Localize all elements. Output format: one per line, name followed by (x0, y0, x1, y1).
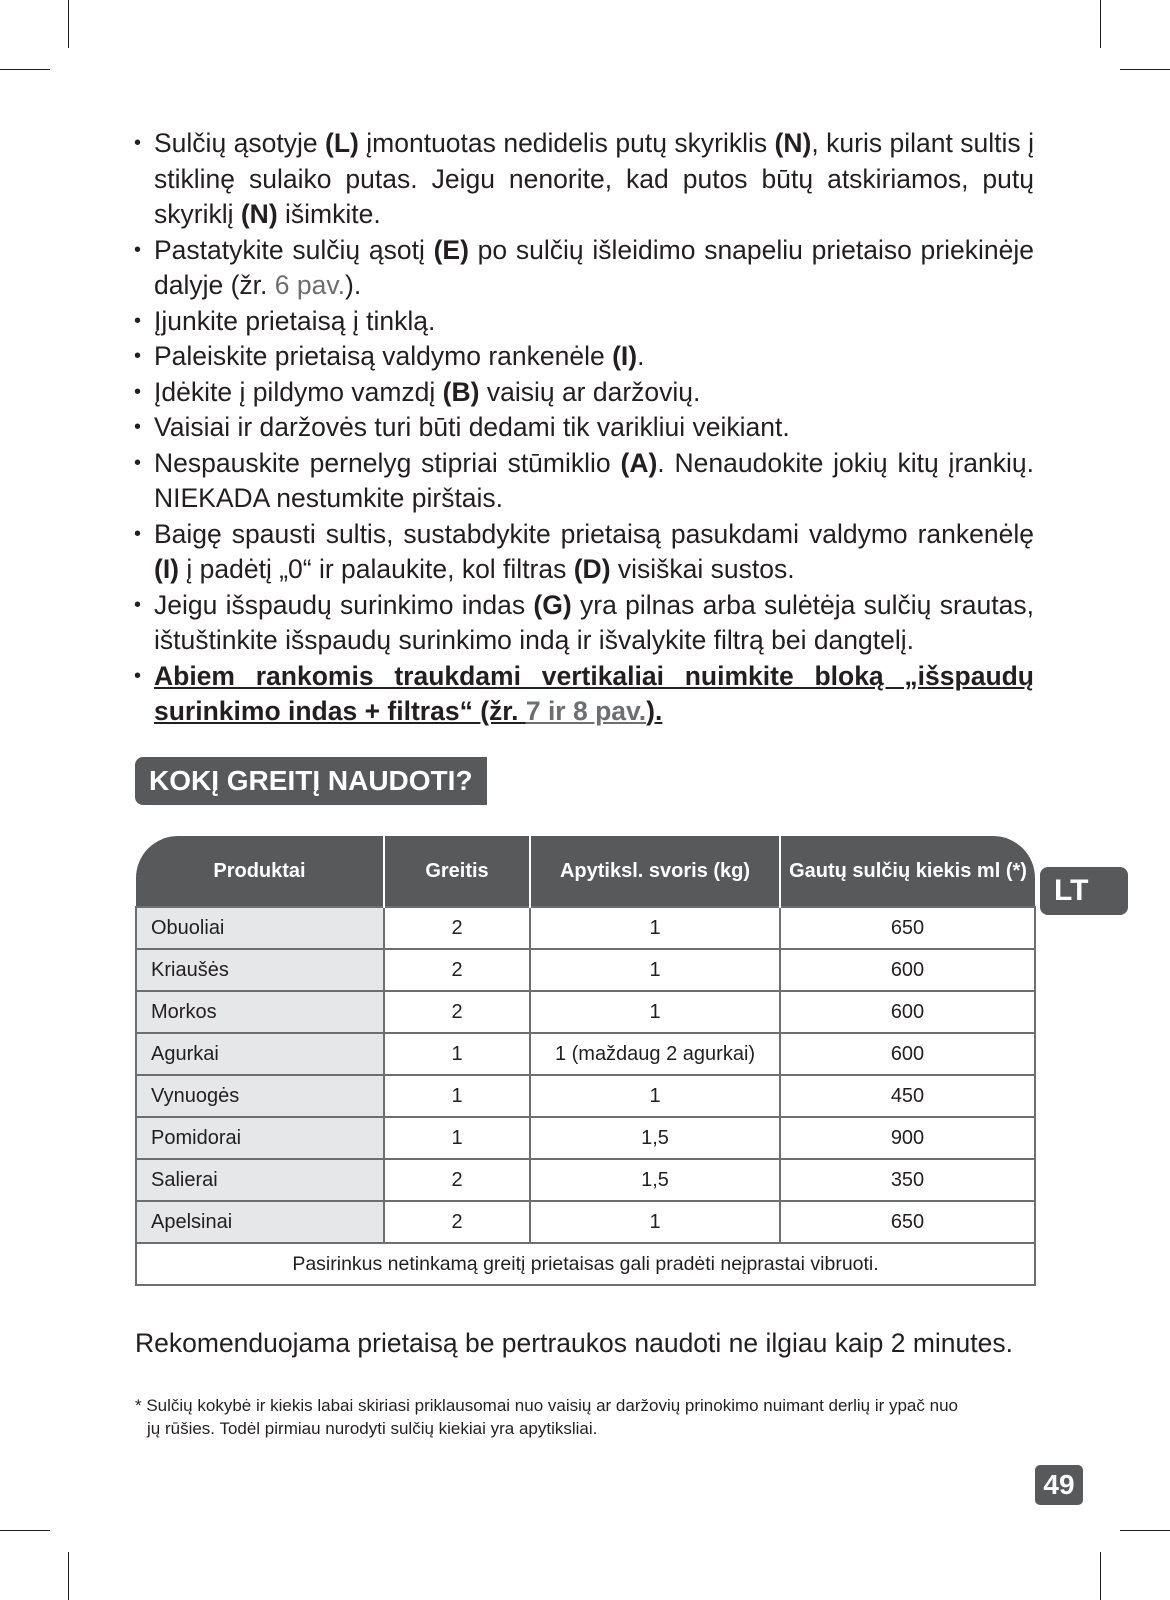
text-run: Vaisiai ir daržovės turi būti dedami tik varikliui veikiant. (154, 412, 790, 442)
table-cell: 600 (780, 991, 1035, 1033)
table-cell: 2 (384, 907, 530, 949)
table-row (136, 949, 1035, 991)
text-run: (A) (620, 447, 658, 478)
crop-mark (0, 1530, 50, 1531)
text-run: . Nenaudokite jokių kitų įrankių. NIEKADA nestumkite pirštais. (154, 447, 1034, 513)
text-run: (E) (433, 234, 469, 265)
table-row (136, 991, 1035, 1033)
text-run: Pastatykite sulčių ąsotį (154, 234, 434, 265)
table-cell: 650 (780, 1201, 1035, 1243)
table-cell: 900 (780, 1117, 1035, 1159)
table-cell: Apelsinai (136, 1201, 384, 1243)
text-run: Abiem rankomis traukdami vertikaliai nuimkite bloką „išspaudų surinkimo indas + filtras“ (žr. (154, 660, 1034, 726)
text-run: visiškai sustos. (610, 554, 795, 584)
text-run: įmontuotas nedidelis putų skyriklis (358, 128, 775, 158)
text-run: (L) (325, 128, 359, 158)
footnote (135, 1394, 1034, 1440)
text-run: Įdėkite į pildymo vamzdį (154, 376, 443, 407)
table-cell: 600 (780, 1033, 1035, 1075)
text-run: į padėtį „0“ ir palaukite, kol filtras (179, 554, 574, 584)
table-cell: 1,5 (530, 1159, 780, 1201)
language-tab: LT (1040, 867, 1128, 915)
list-item (134, 446, 1034, 517)
table-header-row (136, 836, 1035, 907)
table-cell: Pomidorai (136, 1117, 384, 1159)
text-run: Įjunkite prietaisą į tinklą. (154, 305, 436, 336)
column-header: Gautų sulčių kiekis ml (*) (780, 836, 1035, 907)
text-run: (G) (533, 589, 572, 620)
table-cell: 1 (384, 1117, 530, 1159)
table-cell: 350 (780, 1159, 1035, 1201)
text-run: po sulčių išleidimo snapeliu prietaiso priekinėje dalyje (žr. (154, 234, 1034, 300)
text-run: Baigę spausti sultis, sustabdykite prietaisą pasukdami valdymo rankenėlę (154, 518, 1034, 549)
crop-mark (1100, 0, 1101, 48)
figure-reference: 6 pav. (274, 270, 345, 300)
crop-mark (1100, 1552, 1101, 1600)
crop-mark (68, 1552, 69, 1600)
list-item (134, 126, 1034, 233)
table-cell: 1 (530, 1201, 780, 1243)
text-run: , kuris pilant sultis į stiklinę sulaiko putas. Jeigu nenorite, kad putos būtų atskiriamos, putų skyriklį (154, 128, 1034, 229)
text-run: Nespauskite pernelyg stipriai stūmiklio (154, 447, 621, 478)
section-heading: KOKĮ GREITĮ NAUDOTI? (135, 757, 487, 805)
list-item (134, 588, 1034, 659)
text-run: Paleiskite prietaisą valdymo rankenėle (154, 341, 613, 371)
table-cell: 600 (780, 949, 1035, 991)
table-cell: Kriaušės (136, 949, 384, 991)
table-body (136, 907, 1035, 1243)
crop-mark (1120, 69, 1170, 70)
text-run: . (637, 341, 645, 371)
table-cell: 2 (384, 1159, 530, 1201)
text-run: (I) (154, 554, 180, 584)
footnote-line: jų rūšies. Todėl pirmiau nurodyti sulčių kiekiai yra apytiksliai. (147, 1419, 598, 1438)
text-run: ). (646, 696, 663, 726)
table-cell: Morkos (136, 991, 384, 1033)
list-item (134, 517, 1034, 588)
footnote-line: * Sulčių kokybė ir kiekis labai skiriasi priklausomai nuo vaisių ar daržovių prinokimo nuimant derlių ir ypač nuo (135, 1396, 958, 1415)
list-item (134, 659, 1034, 730)
table-cell: 2 (384, 949, 530, 991)
instruction-list (134, 126, 1034, 730)
table-cell: Obuoliai (136, 907, 384, 949)
table-cell: 1,5 (530, 1117, 780, 1159)
table-row (136, 907, 1035, 949)
table-row (136, 1201, 1035, 1243)
crop-mark (0, 69, 50, 70)
column-header: Produktai (136, 836, 384, 907)
table-row (136, 1075, 1035, 1117)
text-run: Sulčių ąsotyje (154, 128, 325, 158)
text-run: ). (345, 270, 362, 300)
text-run: (D) (573, 554, 611, 584)
table-row (136, 1117, 1035, 1159)
text-run: (B) (442, 376, 480, 407)
table-cell: Agurkai (136, 1033, 384, 1075)
recommendation-text: Rekomenduojama prietaisą be pertraukos naudoti ne ilgiau kaip 2 minutes. (135, 1328, 1013, 1358)
column-header: Apytiksl. svoris (kg) (530, 836, 780, 907)
table-cell: 450 (780, 1075, 1035, 1117)
table-cell: 1 (530, 907, 780, 949)
text-run: išimkite. (277, 199, 381, 229)
table-cell: 650 (780, 907, 1035, 949)
table-cell: 1 (530, 949, 780, 991)
crop-mark (1120, 1530, 1170, 1531)
text-run: (N) (240, 199, 278, 229)
list-item (134, 410, 1034, 446)
table-cell: 1 (530, 1075, 780, 1117)
crop-mark (68, 0, 69, 48)
table-cell: 1 (530, 991, 780, 1033)
text-run: Jeigu išspaudų surinkimo indas (154, 589, 534, 620)
table-note: Pasirinkus netinkamą greitį prietaisas gali pradėti neįprastai vibruoti. (136, 1243, 1035, 1285)
list-item (134, 375, 1034, 411)
column-header: Greitis (384, 836, 530, 907)
text-run: yra pilnas arba sulėtėja sulčių srautas, ištuštinkite išspaudų surinkimo indą ir išvalykite filtrą bei dangtelį. (154, 589, 1034, 655)
text-run: vaisių ar daržovių. (479, 376, 701, 407)
figure-reference: 7 ir 8 pav. (525, 696, 647, 726)
speed-table (135, 836, 1036, 1286)
table-row (136, 1033, 1035, 1075)
table-note-row (136, 1243, 1035, 1285)
page-number: 49 (1035, 1465, 1083, 1505)
table-cell: 1 (384, 1075, 530, 1117)
table-row (136, 1159, 1035, 1201)
list-item (134, 339, 1034, 375)
text-run: (N) (774, 128, 812, 158)
text-run: (I) (612, 341, 638, 371)
table-cell: 2 (384, 1201, 530, 1243)
table-cell: 1 (384, 1033, 530, 1075)
list-item (134, 304, 1034, 340)
table-cell: Vynuogės (136, 1075, 384, 1117)
table-cell: Salierai (136, 1159, 384, 1201)
list-item (134, 233, 1034, 304)
table-cell: 2 (384, 991, 530, 1033)
table-cell: 1 (maždaug 2 agurkai) (530, 1033, 780, 1075)
